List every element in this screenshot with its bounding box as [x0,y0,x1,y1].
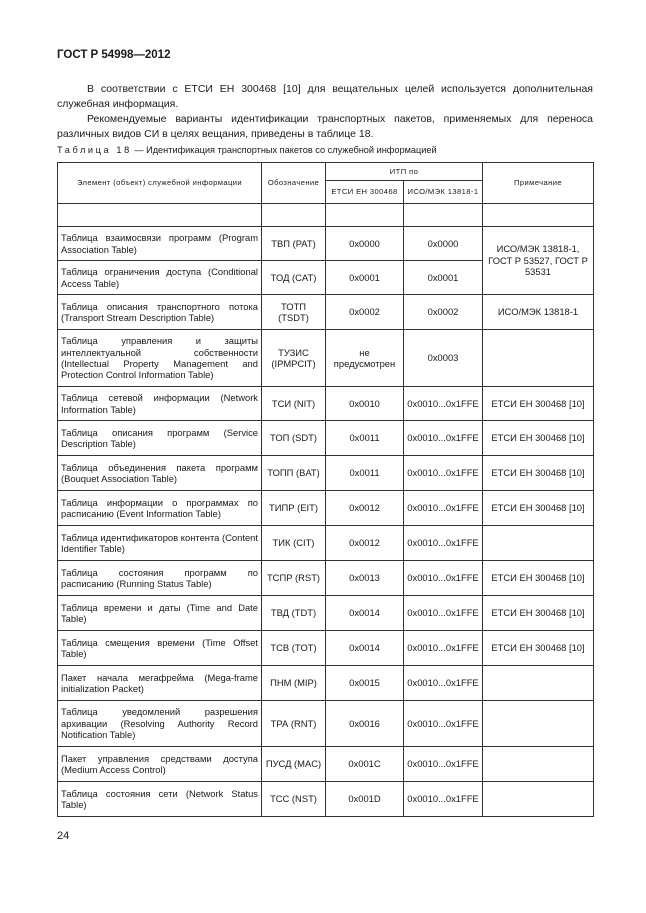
paragraph-1: В соответствии с ЕТСИ ЕН 300468 [10] для вещательных целей используется дополнительная служебная информация. [57,83,593,110]
row-iso: 0x0001 [404,261,483,295]
row-iso: 0x0010...0x1FFE [404,526,483,561]
row-name: Таблица взаимосвязи программ (Program Association Table) [58,227,262,261]
row-code: ПНМ (MIP) [262,666,326,701]
table-row [58,491,594,526]
table-row [58,782,594,817]
row-etsi: 0x0012 [326,491,404,526]
row-code: ПУСД (MAC) [262,747,326,782]
page-number: 24 [57,830,70,842]
row-code: ТОП (SDT) [262,421,326,456]
header-element: Элемент (объект) служебной информации [58,163,262,204]
row-code: ТРА (RNT) [262,701,326,747]
row-note: ЕТСИ ЕН 300468 [10] [483,561,594,596]
row-note: ИСО/МЭК 13818-1 [483,295,594,330]
table-row [58,526,594,561]
table-caption [57,145,437,155]
row-name: Таблица сетевой информации (Network Information Table) [58,387,262,421]
row-etsi: 0x001C [326,747,404,782]
row-iso: 0x0010...0x1FFE [404,387,483,421]
row-iso: 0x0010...0x1FFE [404,631,483,666]
row-note: ЕТСИ ЕН 300468 [10] [483,387,594,421]
row-name: Таблица уведомлений разрешения архивации (Resolving Authority Record Notification Table) [58,701,262,747]
table-row [58,596,594,631]
header-pid-group: ИТП по [326,163,483,181]
row-etsi: 0x0015 [326,666,404,701]
row-iso: 0x0010...0x1FFE [404,701,483,747]
row-note [483,666,594,701]
row-iso: 0x0000 [404,227,483,261]
row-code: ТОД (CAT) [262,261,326,295]
row-iso: 0x0010...0x1FFE [404,747,483,782]
row-name: Таблица управления и защиты интеллектуальной собственности (Intellectual Property Management and Protection Control Information Table) [58,330,262,387]
row-etsi: 0x0013 [326,561,404,596]
table-row [58,330,594,387]
row-name: Таблица времени и даты (Time and Date Table) [58,596,262,631]
spacer-row [58,204,594,227]
row-note: ЕТСИ ЕН 300468 [10] [483,631,594,666]
row-code: ТВД (TDT) [262,596,326,631]
table-row [58,747,594,782]
row-note [483,747,594,782]
row-iso: 0x0010...0x1FFE [404,666,483,701]
row-etsi: 0x0000 [326,227,404,261]
row-etsi: 0x0016 [326,701,404,747]
table-row [58,387,594,421]
row-note: ЕТСИ ЕН 300468 [10] [483,456,594,491]
row-note-merged: ИСО/МЭК 13818-1, ГОСТ Р 53527, ГОСТ Р 53531 [483,227,594,295]
table-row [58,561,594,596]
row-name: Таблица идентификаторов контента (Content Identifier Table) [58,526,262,561]
row-code: ТОПП (BAT) [262,456,326,491]
header-note: Примечание [483,163,594,204]
table-row [58,666,594,701]
row-iso: 0x0010...0x1FFE [404,491,483,526]
row-etsi: 0x0014 [326,596,404,631]
row-iso: 0x0003 [404,330,483,387]
row-code: ТУЗИС (IPMPCIT) [262,330,326,387]
row-name: Таблица информации о программах по расписанию (Event Information Table) [58,491,262,526]
row-name: Пакет управления средствами доступа (Medium Access Control) [58,747,262,782]
table-row [58,421,594,456]
row-name: Таблица смещения времени (Time Offset Table) [58,631,262,666]
table-row [58,701,594,747]
row-etsi: 0x0011 [326,456,404,491]
row-code: ТСВ (TOT) [262,631,326,666]
row-code: ТОТП (TSDT) [262,295,326,330]
document-header: ГОСТ Р 54998—2012 [57,49,171,61]
row-name: Таблица ограничения доступа (Conditional Access Table) [58,261,262,295]
row-note [483,701,594,747]
pid-table [57,162,594,817]
row-note [483,330,594,387]
row-etsi: 0x0002 [326,295,404,330]
row-name: Таблица описания программ (Service Description Table) [58,421,262,456]
row-name: Таблица состояния сети (Network Status Table) [58,782,262,817]
row-iso: 0x0010...0x1FFE [404,456,483,491]
row-code: ТВП (PAT) [262,227,326,261]
row-note [483,782,594,817]
header-etsi: ЕТСИ ЕН 300468 [326,181,404,204]
row-iso: 0x0010...0x1FFE [404,782,483,817]
header-designation: Обозначение [262,163,326,204]
row-code: ТИК (CIT) [262,526,326,561]
paragraph-2: Рекомендуемые варианты идентификации транспортных пакетов, применяемых для переноса различных видов СИ в целях вещания, приведены в таблице 18. [57,113,593,140]
row-note [483,526,594,561]
row-iso: 0x0010...0x1FFE [404,561,483,596]
row-etsi: не предусмотрен [326,330,404,387]
row-etsi: 0x001D [326,782,404,817]
row-note: ЕТСИ ЕН 300468 [10] [483,421,594,456]
row-iso: 0x0010...0x1FFE [404,596,483,631]
header-iso: ИСО/МЭК 13818-1 [404,181,483,204]
row-etsi: 0x0011 [326,421,404,456]
row-code: ТСПР (RST) [262,561,326,596]
table-row [58,631,594,666]
row-code: ТСС (NST) [262,782,326,817]
row-name: Таблица описания транспортного потока (Transport Stream Description Table) [58,295,262,330]
row-etsi: 0x0001 [326,261,404,295]
row-code: ТСИ (NIT) [262,387,326,421]
row-code: ТИПР (EIT) [262,491,326,526]
table-row [58,227,594,261]
row-iso: 0x0002 [404,295,483,330]
row-etsi: 0x0012 [326,526,404,561]
row-name: Таблица объединения пакета программ (Bouquet Association Table) [58,456,262,491]
table-caption-text: — Идентификация транспортных пакетов со служебной информацией [131,145,437,155]
table-row [58,456,594,491]
row-iso: 0x0010...0x1FFE [404,421,483,456]
table-caption-label: Таблица 18 [57,145,132,155]
row-note: ЕТСИ ЕН 300468 [10] [483,491,594,526]
row-etsi: 0x0014 [326,631,404,666]
row-name: Таблица состояния программ по расписанию (Running Status Table) [58,561,262,596]
row-name: Пакет начала мегафрейма (Mega-frame initialization Packet) [58,666,262,701]
row-note: ЕТСИ ЕН 300468 [10] [483,596,594,631]
row-etsi: 0x0010 [326,387,404,421]
table-row [58,295,594,330]
